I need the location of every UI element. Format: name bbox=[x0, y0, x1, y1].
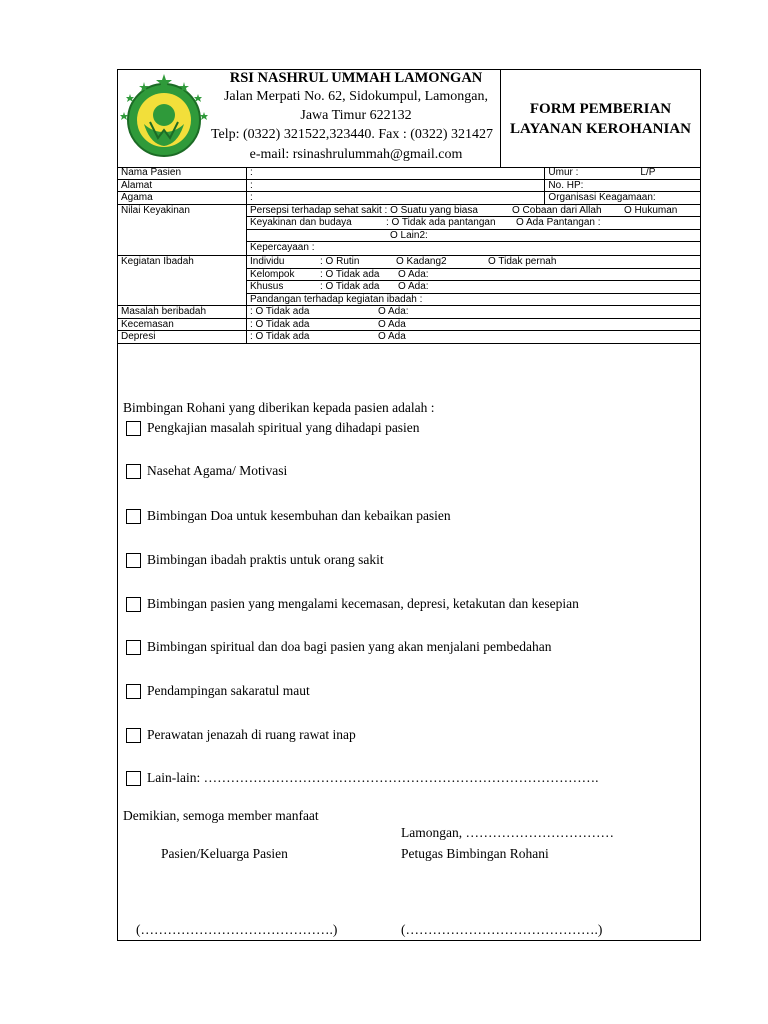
tidak-pernah-option[interactable]: O Tidak pernah bbox=[488, 256, 557, 267]
table-row bbox=[118, 306, 700, 319]
checkbox[interactable] bbox=[126, 464, 141, 479]
individu-label: Individu bbox=[250, 256, 285, 267]
kelompok-tidak-ada-option[interactable]: : O Tidak ada bbox=[320, 268, 380, 280]
guidance-item-label: Perawatan jenazah di ruang rawat inap bbox=[147, 727, 356, 742]
kelompok-label: Kelompok bbox=[250, 268, 295, 280]
checkbox[interactable] bbox=[126, 597, 141, 612]
guidance-item bbox=[126, 596, 579, 612]
lp-label: L/P bbox=[640, 167, 656, 178]
pandangan-field[interactable]: Pandangan terhadap kegiatan ibadah : bbox=[247, 293, 701, 306]
hospital-logo bbox=[120, 72, 208, 160]
depresi-ada-option[interactable]: O Ada bbox=[378, 331, 406, 342]
kecemasan-label: Kecemasan bbox=[118, 318, 247, 331]
nilai-keyakinan-label: Nilai Keyakinan bbox=[118, 204, 247, 256]
place-date-field[interactable]: Lamongan, …………………………… bbox=[401, 825, 614, 840]
persepsi-row[interactable] bbox=[247, 204, 701, 217]
form-title-line-2: LAYANAN KEROHANIAN bbox=[509, 120, 691, 137]
table-row bbox=[118, 204, 700, 217]
hp-field[interactable]: No. HP: bbox=[545, 179, 700, 192]
masalah-row[interactable] bbox=[247, 306, 701, 319]
patient-info-table bbox=[118, 167, 700, 344]
guidance-item bbox=[126, 463, 287, 479]
closing-statement: Demikian, semoga member manfaat bbox=[123, 808, 319, 823]
umur-label: Umur : bbox=[548, 167, 579, 178]
kegiatan-ibadah-label: Kegiatan Ibadah bbox=[118, 256, 247, 306]
guidance-item-label: Lain-lain: ……………………………………………………………………………. bbox=[147, 770, 599, 785]
guidance-item bbox=[126, 770, 598, 786]
checkbox[interactable] bbox=[126, 553, 141, 568]
table-row bbox=[118, 256, 700, 269]
khusus-tidak-ada-option[interactable]: : O Tidak ada bbox=[320, 281, 380, 292]
hukuman-option[interactable]: O Hukuman bbox=[624, 204, 678, 216]
guidance-item bbox=[126, 420, 420, 436]
organisasi-field[interactable]: Organisasi Keagamaan: bbox=[545, 192, 700, 205]
form-header bbox=[118, 70, 700, 168]
checkbox[interactable] bbox=[126, 771, 141, 786]
checkbox[interactable] bbox=[126, 640, 141, 655]
guidance-item-label: Pendampingan sakaratul maut bbox=[147, 683, 310, 698]
hospital-name: RSI NASHRUL UMMAH LAMONGAN bbox=[229, 70, 483, 86]
nama-field[interactable]: : bbox=[247, 167, 545, 179]
checkbox[interactable] bbox=[126, 684, 141, 699]
kadang-option[interactable]: O Kadang2 bbox=[396, 256, 447, 267]
address-line-2: Jawa Timur 622132 bbox=[300, 108, 412, 123]
nama-label: Nama Pasien bbox=[118, 167, 247, 179]
form-title-line-1: FORM PEMBERIAN bbox=[529, 100, 672, 117]
masalah-tidak-ada-option[interactable]: : O Tidak ada bbox=[250, 306, 310, 317]
khusus-row[interactable] bbox=[247, 281, 701, 294]
guidance-item-label: Bimbingan pasien yang mengalami kecemasan, depresi, ketakutan dan kesepian bbox=[147, 596, 579, 611]
checkbox[interactable] bbox=[126, 728, 141, 743]
patient-family-label: Pasien/Keluarga Pasien bbox=[161, 846, 288, 861]
guidance-item-label: Pengkajian masalah spiritual yang dihadapi pasien bbox=[147, 420, 420, 435]
checkbox[interactable] bbox=[126, 509, 141, 524]
form-title bbox=[501, 70, 700, 167]
agama-label: Agama bbox=[118, 192, 247, 205]
kelompok-row[interactable] bbox=[247, 268, 701, 281]
cobaan-option[interactable]: O Cobaan dari Allah bbox=[512, 204, 602, 216]
kepercayaan-field[interactable]: Kepercayaan : bbox=[247, 242, 701, 256]
email-line: e-mail: rsinashrulummah@gmail.com bbox=[249, 147, 463, 162]
spiritual-service-form bbox=[117, 69, 701, 941]
lain2-option[interactable]: O Lain2: bbox=[390, 229, 428, 241]
khusus-ada-option[interactable]: O Ada: bbox=[398, 281, 429, 292]
guidance-item-label: Bimbingan ibadah praktis untuk orang sakit bbox=[147, 552, 384, 567]
kecemasan-ada-option[interactable]: O Ada bbox=[378, 318, 406, 330]
lain2-row[interactable] bbox=[247, 229, 701, 242]
depresi-label: Depresi bbox=[118, 331, 247, 344]
umur-field[interactable] bbox=[545, 167, 700, 179]
guidance-item-label: Bimbingan Doa untuk kesembuhan dan kebaikan pasien bbox=[147, 508, 451, 523]
guidance-item-label: Bimbingan spiritual dan doa bagi pasien yang akan menjalani pembedahan bbox=[147, 639, 552, 654]
agama-field[interactable]: : bbox=[247, 192, 545, 205]
guidance-title: Bimbingan Rohani yang diberikan kepada pasien adalah : bbox=[123, 400, 435, 415]
table-row bbox=[118, 167, 700, 179]
ada-pantangan-option[interactable]: O Ada Pantangan : bbox=[516, 217, 601, 228]
keyakinan-row[interactable] bbox=[247, 217, 701, 230]
guidance-item bbox=[126, 508, 451, 524]
table-row bbox=[118, 179, 700, 192]
tidak-ada-pantangan-option[interactable]: : O Tidak ada pantangan bbox=[386, 217, 496, 228]
phone-line: Telp: (0322) 321522,323440. Fax : (0322) 321427 bbox=[210, 127, 494, 142]
guidance-item bbox=[126, 683, 310, 699]
depresi-tidak-ada-option[interactable]: : O Tidak ada bbox=[250, 331, 310, 342]
checkbox[interactable] bbox=[126, 421, 141, 436]
rutin-option[interactable]: : O Rutin bbox=[320, 256, 360, 267]
alamat-label: Alamat bbox=[118, 179, 247, 192]
masalah-beribadah-label: Masalah beribadah bbox=[118, 306, 247, 319]
guidance-item bbox=[126, 639, 552, 655]
guidance-item-label: Nasehat Agama/ Motivasi bbox=[147, 463, 288, 478]
alamat-field[interactable]: : bbox=[247, 179, 545, 192]
hospital-info bbox=[118, 70, 501, 167]
table-row bbox=[118, 331, 700, 344]
patient-signature-field[interactable]: (…………………………………….) bbox=[136, 922, 338, 937]
masalah-ada-option[interactable]: O Ada: bbox=[378, 306, 409, 317]
table-row bbox=[118, 192, 700, 205]
address-line-1: Jalan Merpati No. 62, Sidokumpul, Lamongan, bbox=[223, 89, 489, 104]
officer-signature-field[interactable]: (…………………………………….) bbox=[401, 922, 603, 937]
khusus-label: Khusus bbox=[250, 281, 284, 292]
kelompok-ada-option[interactable]: O Ada: bbox=[398, 268, 429, 280]
table-row bbox=[118, 318, 700, 331]
guidance-item bbox=[126, 552, 384, 568]
keyakinan-label: Keyakinan dan budaya bbox=[250, 217, 352, 228]
kecemasan-row[interactable] bbox=[247, 318, 701, 331]
depresi-row[interactable] bbox=[247, 331, 701, 344]
guidance-item bbox=[126, 727, 356, 743]
officer-label: Petugas Bimbingan Rohani bbox=[401, 846, 549, 861]
persepsi-option[interactable]: Persepsi terhadap sehat sakit : O Suatu yang biasa bbox=[250, 204, 478, 216]
kecemasan-tidak-ada-option[interactable]: : O Tidak ada bbox=[250, 318, 310, 330]
individu-row[interactable] bbox=[247, 256, 701, 269]
